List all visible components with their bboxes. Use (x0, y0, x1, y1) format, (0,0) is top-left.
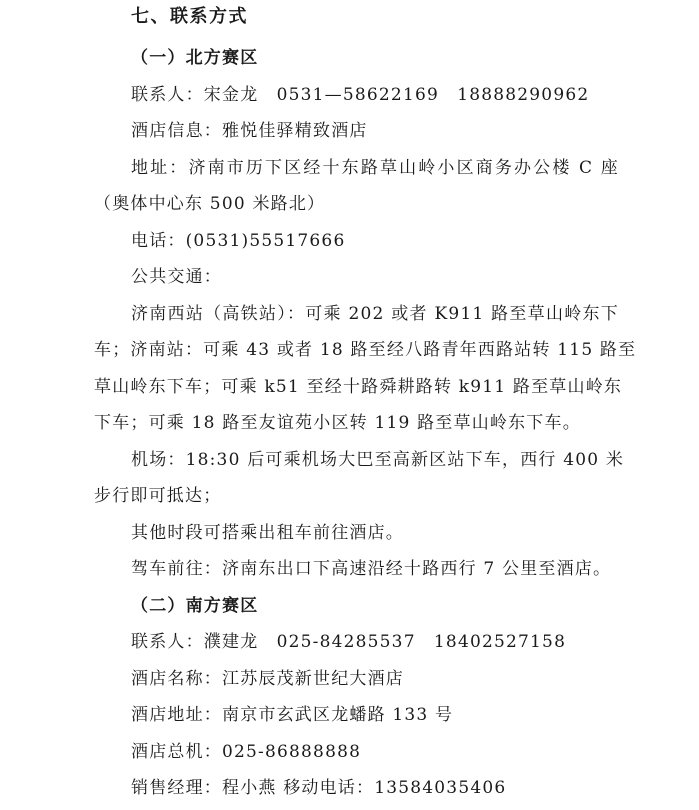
north-transport-line-3: 草山岭东下车；可乘 k51 至经十路舜耕路转 k911 路至草山岭东 (94, 377, 623, 397)
south-hotel-name: 酒店名称：江苏辰茂新世纪大酒店 (131, 669, 404, 689)
north-transport-line-4: 下车；可乘 18 路至友谊苑小区转 119 路至草山岭东下车。 (94, 413, 581, 433)
south-hotel-switchboard: 酒店总机：025-86888888 (131, 742, 362, 762)
section-title: 七、联系方式 (131, 6, 248, 27)
south-contact: 联系人：濮建龙 025-84285537 18402527158 (131, 632, 567, 652)
north-hotel-info: 酒店信息：雅悦佳驿精致酒店 (131, 121, 368, 141)
north-airport-line-2: 步行即可抵达； (94, 486, 222, 506)
north-airport-line-1: 机场：18:30 后可乘机场大巴至高新区站下车，西行 400 米 (131, 450, 625, 470)
north-transport-line-2: 车；济南站：可乘 43 或者 18 路至经八路青年西路站转 115 路至 (94, 340, 637, 360)
north-transport-line-1: 济南西站（高铁站）：可乘 202 或者 K911 路至草山岭东下 (131, 304, 619, 324)
south-hotel-address: 酒店地址：南京市玄武区龙蟠路 133 号 (131, 705, 454, 725)
north-address-line-2: （奥体中心东 500 米路北） (94, 194, 326, 214)
north-driving: 驾车前往：济南东出口下高速沿经十路西行 7 公里至酒店。 (131, 559, 612, 579)
north-transport-label: 公共交通： (131, 267, 222, 287)
north-phone: 电话：(0531)55517666 (131, 231, 346, 251)
south-sales-manager: 销售经理：程小燕 移动电话：13584035406 (131, 778, 507, 798)
north-other-option: 其他时段可搭乘出租车前往酒店。 (131, 523, 404, 543)
north-contact: 联系人：宋金龙 0531—58622169 18888290962 (131, 85, 590, 105)
north-region-title: （一）北方赛区 (131, 48, 259, 68)
north-address-line-1: 地址：济南市历下区经十东路草山岭小区商务办公楼 C 座 (131, 158, 619, 178)
south-region-title: （二）南方赛区 (131, 596, 259, 616)
